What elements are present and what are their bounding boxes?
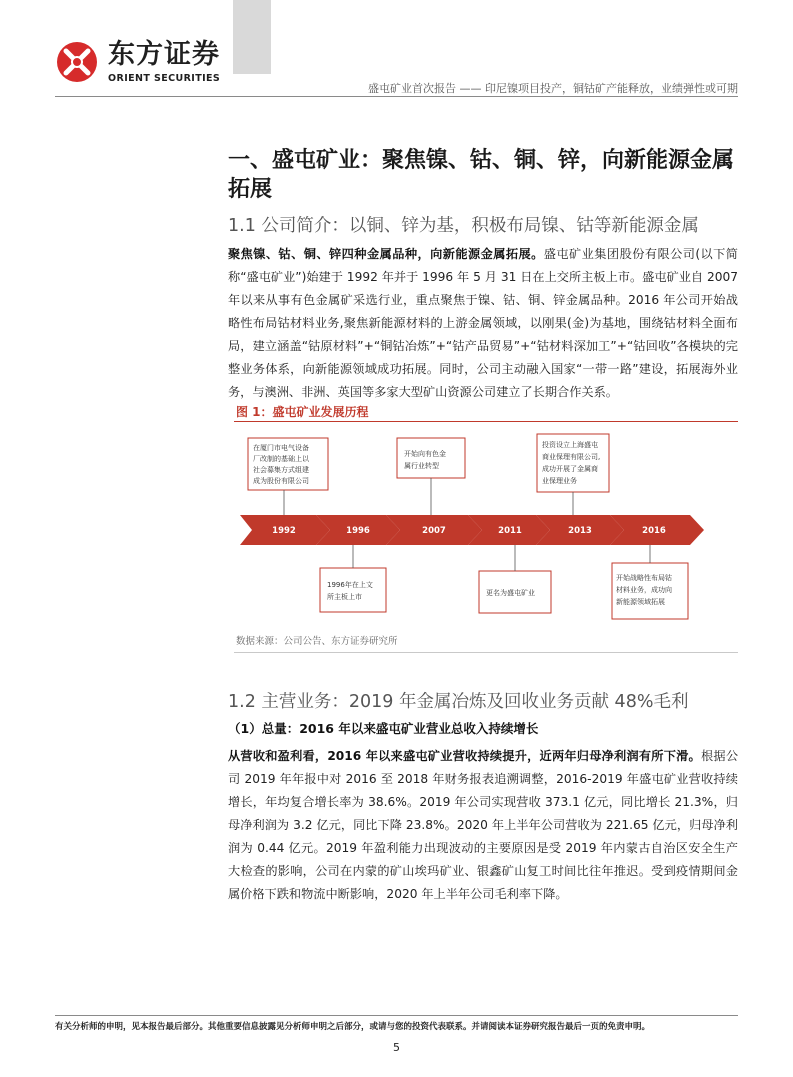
event-2016-line1: 开始战略性布局钴 xyxy=(616,574,672,582)
subsection-title-1-2: 1.2 主营业务：2019 年金属冶炼及回收业务贡献 48%毛利 xyxy=(228,692,689,712)
section-title: 一、盛屯矿业：聚焦镍、钴、铜、锌，向新能源金属拓展 xyxy=(228,148,735,202)
event-1992-line4: 成为股份有限公司 xyxy=(253,477,309,485)
event-2013-line4: 业保理业务 xyxy=(542,477,577,485)
event-1992-line3: 社会募集方式组建 xyxy=(253,466,309,474)
revenue-lead-sentence: 从营收和盈利看，2016 年以来盛屯矿业营收持续提升，近两年归母净利润有所下滑。 xyxy=(228,749,701,763)
report-header-tag: 盛屯矿业首次报告 —— 印尼镍项目投产，铜钴矿产能释放，业绩弹性或可期 xyxy=(368,82,738,95)
company-intro-paragraph xyxy=(228,243,738,404)
event-2013-line1: 投资设立上海盛屯 xyxy=(542,441,598,449)
revenue-paragraph xyxy=(228,745,738,906)
figure-title: 图 1：盛屯矿业发展历程 xyxy=(236,405,369,419)
year-label-2013: 2013 xyxy=(568,526,592,536)
subsection-title-1-1: 1.1 公司简介：以铜、锌为基，积极布局镍、钴等新能源金属 xyxy=(228,216,699,236)
event-2011-line1: 更名为盛屯矿业 xyxy=(486,589,535,597)
orient-logo-icon xyxy=(55,40,99,84)
intro-lead-sentence: 聚焦镍、钴、铜、锌四种金属品种，向新能源金属拓展。 xyxy=(228,247,544,261)
year-label-2016: 2016 xyxy=(642,526,666,536)
event-1996-line1: 1996年在上文 xyxy=(327,581,373,589)
event-box-1996 xyxy=(320,568,386,612)
intro-body-text: 盛屯矿业集团股份有限公司(以下简称“盛屯矿业”)始建于 1992 年并于 1996 年 5 月 31 日在上交所主板上市。盛屯矿业自 2007 年以来从事有色金属矿采选行业，重点聚焦于镍、钴、铜、锌金属品种。2016 年公司开始战略性布局钴材料业务,聚焦新能源材料的上游金属领域，以刚果(金)为基地，围绕钴材料全面布局，建立涵盖“钴原材料”+“铜钴冶炼”+“钴产品贸易”+“钴材料深加工”+“钴回收”各模块的完整业务体系，向新能源领域成功拓展。同时，公司主动融入国家“一带一路”建设，拓展海外业务，与澳洲、非洲、英国等多家大型矿山资源公司建立了长期合作关系。 xyxy=(228,247,738,399)
figure-bottom-rule xyxy=(234,652,738,653)
footer-divider xyxy=(55,1015,738,1016)
event-2016-line3: 新能源领域拓展 xyxy=(616,598,665,606)
event-1992-line1: 在厦门市电气设备 xyxy=(253,444,309,452)
year-label-1996: 1996 xyxy=(346,526,370,536)
revenue-body-text: 根据公司 2019 年年报中对 2016 至 2018 年财务报表追溯调整，2016-2019 年盛屯矿业营收持续增长，年均复合增长率为 38.6%。2019 年公司实现营收 373.1 亿元，同比增长 21.3%，归母净利润为 3.2 亿元，同比下降 23.8%。2020 年上半年公司营收为 221.65 亿元，归母净利润为 0.44 亿元。2019 年盈利能力出现波动的主要原因是受 2019 年内蒙古自治区安全生产大检查的影响，公司在内蒙的矿山埃玛矿业、银鑫矿山复工时间比往年推迟。受到疫情期间金属价格下跌和物流中断影响，2020 年上半年公司毛利率下降。 xyxy=(228,749,739,901)
footer-disclaimer: 有关分析师的申明，见本报告最后部分。其他重要信息披露见分析师申明之后部分，或请与您的投资代表联系。并请阅读本证券研究报告最后一页的免责申明。 xyxy=(55,1022,651,1032)
year-label-2007: 2007 xyxy=(422,526,446,536)
event-2013-line2: 商业保理有限公司, xyxy=(542,453,601,461)
development-timeline xyxy=(234,425,738,625)
event-2013-line3: 成功开展了金属商 xyxy=(542,465,598,473)
event-2007-line1: 开始向有色金 xyxy=(404,450,446,458)
event-2016-line2: 材料业务，成功向 xyxy=(616,586,672,594)
header-divider xyxy=(55,96,738,97)
figure-source: 数据来源：公司公告、东方证券研究所 xyxy=(236,636,398,647)
logo-chinese-name: 东方证券 xyxy=(108,39,220,70)
timeline-arrows xyxy=(240,515,704,545)
event-box-2007 xyxy=(397,438,465,478)
event-1996-line2: 所主板上市 xyxy=(327,593,362,601)
header-gray-band xyxy=(233,0,271,74)
subsection-heading-total: （1）总量：2016 年以来盛屯矿业营业总收入持续增长 xyxy=(228,721,539,736)
logo-english-name: ORIENT SECURITIES xyxy=(108,73,221,84)
page-number: 5 xyxy=(393,1041,400,1054)
figure-top-rule xyxy=(234,421,738,422)
year-label-2011: 2011 xyxy=(498,526,522,536)
year-label-1992: 1992 xyxy=(272,526,296,536)
event-2007-line2: 属行业转型 xyxy=(404,462,439,470)
event-1992-line2: 厂改制的基础上以 xyxy=(253,455,309,463)
